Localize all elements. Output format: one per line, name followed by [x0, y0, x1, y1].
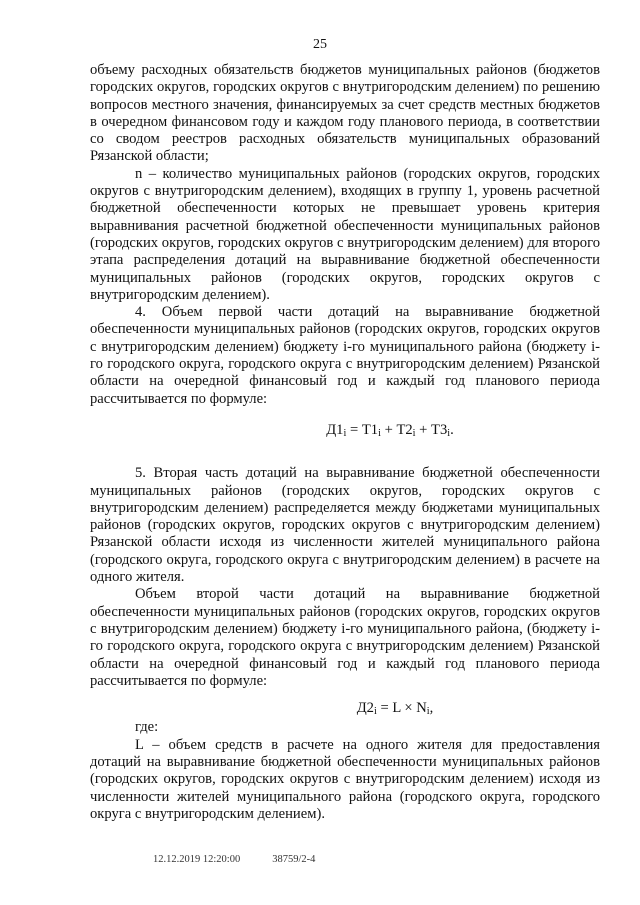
footer-timestamp: 12.12.2019 12:20:00 — [153, 854, 241, 865]
formula-d2-lhs: Д2 — [356, 700, 374, 717]
paragraph-continuation: объему расходных обязательств бюджетов муниципальных районов (бюджетов городских округов, городских округов с внутригородским делением) по решению вопросов местного значения, финансируемых за счет средств местных бюджетов в очередном финансовом году и каждом году планового периода, в соответствии со сводом реестров расходных обязательств муниципальных образований Рязанской области; — [90, 62, 600, 165]
footer — [153, 851, 315, 868]
paragraph-l-definition: L – объем средств в расчете на одного жителя для предоставления дотаций на выравнивание бюджетной обеспеченности муниципальных районов (городских округов, городских округов с внутригородским делением) исходя из численности жителей муниципального района (городского округа, городского округа с внутригородским делением). — [90, 736, 600, 822]
document-body — [90, 62, 600, 823]
formula-d1-lhs: Д1 — [326, 421, 344, 438]
where-label: где: — [135, 719, 159, 736]
footer-document-id: 38759/2-4 — [272, 854, 316, 865]
paragraph-second-part-volume: Объем второй части дотаций на выравнивание бюджетной обеспеченности муниципальных районов (городских округов, городских округов с внутригородским делением) бюджету i-го муниципального района, (бюджету i-го городского округа, городского округа с внутригородским делением) Рязанской области на очередной финансовый год и каждый год планового периода рассчитывается по формуле: — [90, 586, 600, 689]
formula-d1: $Д1_i = Т1_i + Т2_i + Т3_i$. — [326, 421, 454, 439]
formula-d2: $Д2_i = L \times N_i$, — [356, 700, 434, 718]
paragraph-item-4: 4. Объем первой части дотаций на выравнивание бюджетной обеспеченности муниципальных районов (городских округов, городских округов с внутригородским делением) бюджету i-го муниципального района (бюджету i-го городского округа, городского округа с внутригородским делением) Рязанской области на очередной финансовый год и каждый год планового периода рассчитывается по формуле: — [90, 304, 600, 407]
paragraph-n-definition: n – количество муниципальных районов (городских округов, городских округов с внутригородским делением), входящих в группу 1, уровень расчетной бюджетной обеспеченности которых не превышает уровень критерия выравнивания расчетной бюджетной обеспеченности муниципальных районов (городских округов, городских округов с внутригородским делением) для второго этапа распределения дотаций на выравнивание бюджетной обеспеченности муниципальных районов (городских округов, городских округов с внутригородским делением). — [90, 165, 600, 303]
page-number: 25 — [313, 37, 327, 52]
paragraph-item-5: 5. Вторая часть дотаций на выравнивание бюджетной обеспеченности муниципальных районов (городских округов, городских округов с внутригородским делением) распределяется между бюджетами муниципальных районов (городских округов, городских округов с внутригородским делением) Рязанской области исходя из численности жителей муниципального района (городского округа, городского округа с внутригородским делением) в расчете на одного жителя. — [90, 465, 600, 586]
